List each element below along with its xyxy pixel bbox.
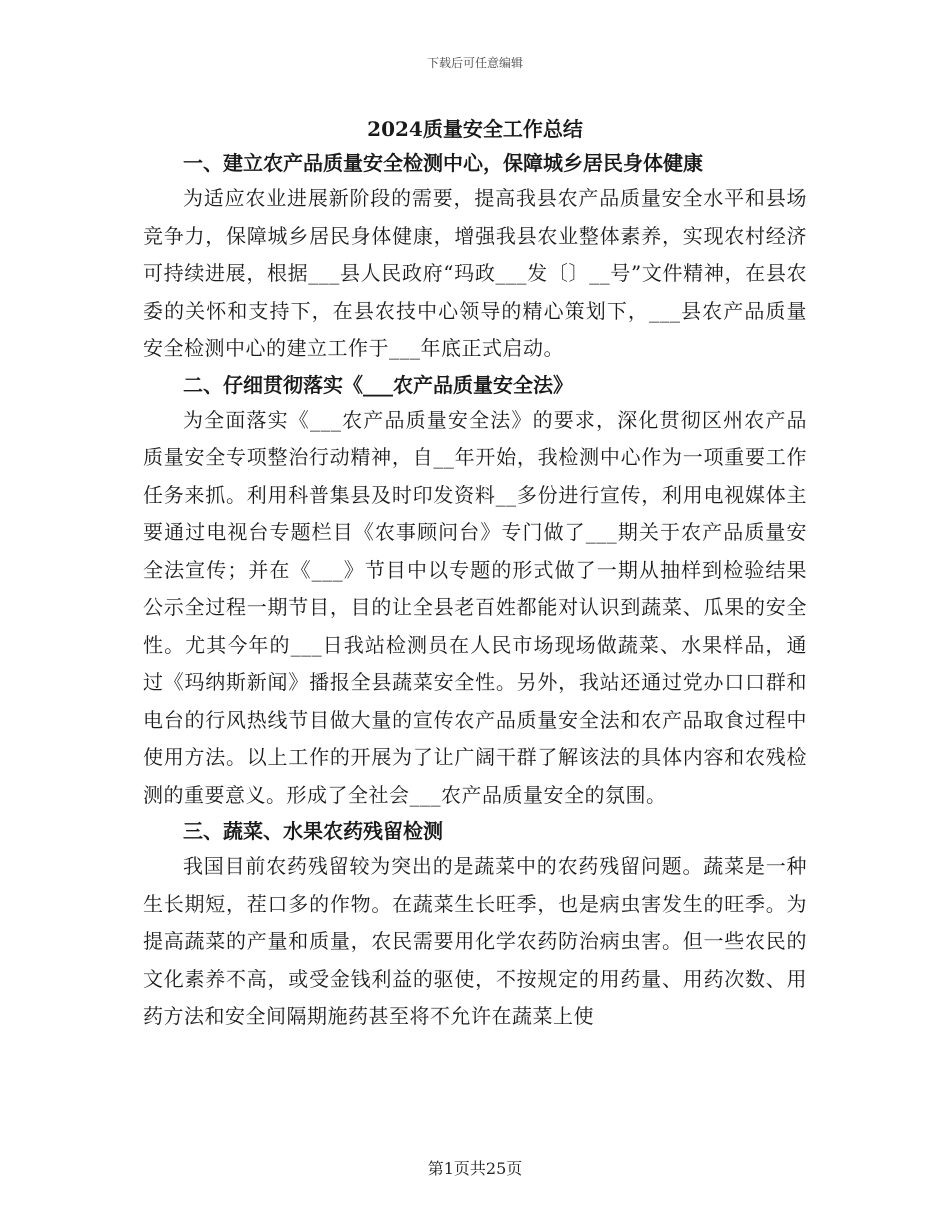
section-paragraph-2: 为全面落实《___农产品质量安全法》的要求，深化贯彻区州农产品质量安全专项整治行动精神，自__年开始，我检测中心作为一项重要工作任务来抓。利用科普集县及时印发资料__多份进行宣传，利用电视媒体主要通过电视台专题栏目《农事顾问台》专门做了___期关于农产品质量安全法宣传；并在《___》节目中以专题的形式做了一期从抽样到检验结果公示全过程一期节目，目的让全县老百姓都能对认识到蔬菜、瓜果的安全性。尤其今年的___日我站检测员在人民市场现场做蔬菜、水果样品，通过《玛纳斯新闻》播报全县蔬菜安全性。另外，我站还通过党办口口群和电台的行风热线节目做大量的宣传农产品质量安全法和农产品取食过程中使用方法。以上工作的开展为了让广阔干群了解该法的具体内容和农残检测的重要意义。形成了全社会___农产品质量安全的氛围。 <box>143 407 807 807</box>
section-heading-1: 一、建立农产品质量安全检测中心，保障城乡居民身体健康 <box>183 151 703 175</box>
section-paragraph-3: 我国目前农药残留较为突出的是蔬菜中的农药残留问题。蔬菜是一种生长期短，茬口多的作物。在蔬菜生长旺季，也是病虫害发生的旺季。为提高蔬菜的产量和质量，农民需要用化学农药防治病虫害。但一些农民的文化素养不高，或受金钱利益的驱使，不按规定的用药量、用药次数、用药方法和安全间隔期施药甚至将不允许在蔬菜上使 <box>143 854 807 1028</box>
header-note: 下载后可任意编辑 <box>426 56 523 70</box>
section-heading-3: 三、蔬菜、水果农药残留检测 <box>183 819 443 843</box>
section-paragraph-1: 为适应农业进展新阶段的需要，提高我县农产品质量安全水平和县场竞争力，保障城乡居民身体健康，增强我县农业整体素养，实现农村经济可持续进展，根据___县人民政府“玛政___发〔〕__号”文件精神，在县农委的关怀和支持下，在县农技中心领导的精心策划下，___县农产品质量安全检测中心的建立工作于___年底正式启动。 <box>143 186 807 360</box>
document-title: 2024质量安全工作总结 <box>367 117 583 141</box>
section-heading-2: 二、仔细贯彻落实《___农产品质量安全法》 <box>183 372 573 397</box>
page-footer: 第1页共25页 <box>427 1159 523 1178</box>
document-body <box>143 112 807 1036</box>
